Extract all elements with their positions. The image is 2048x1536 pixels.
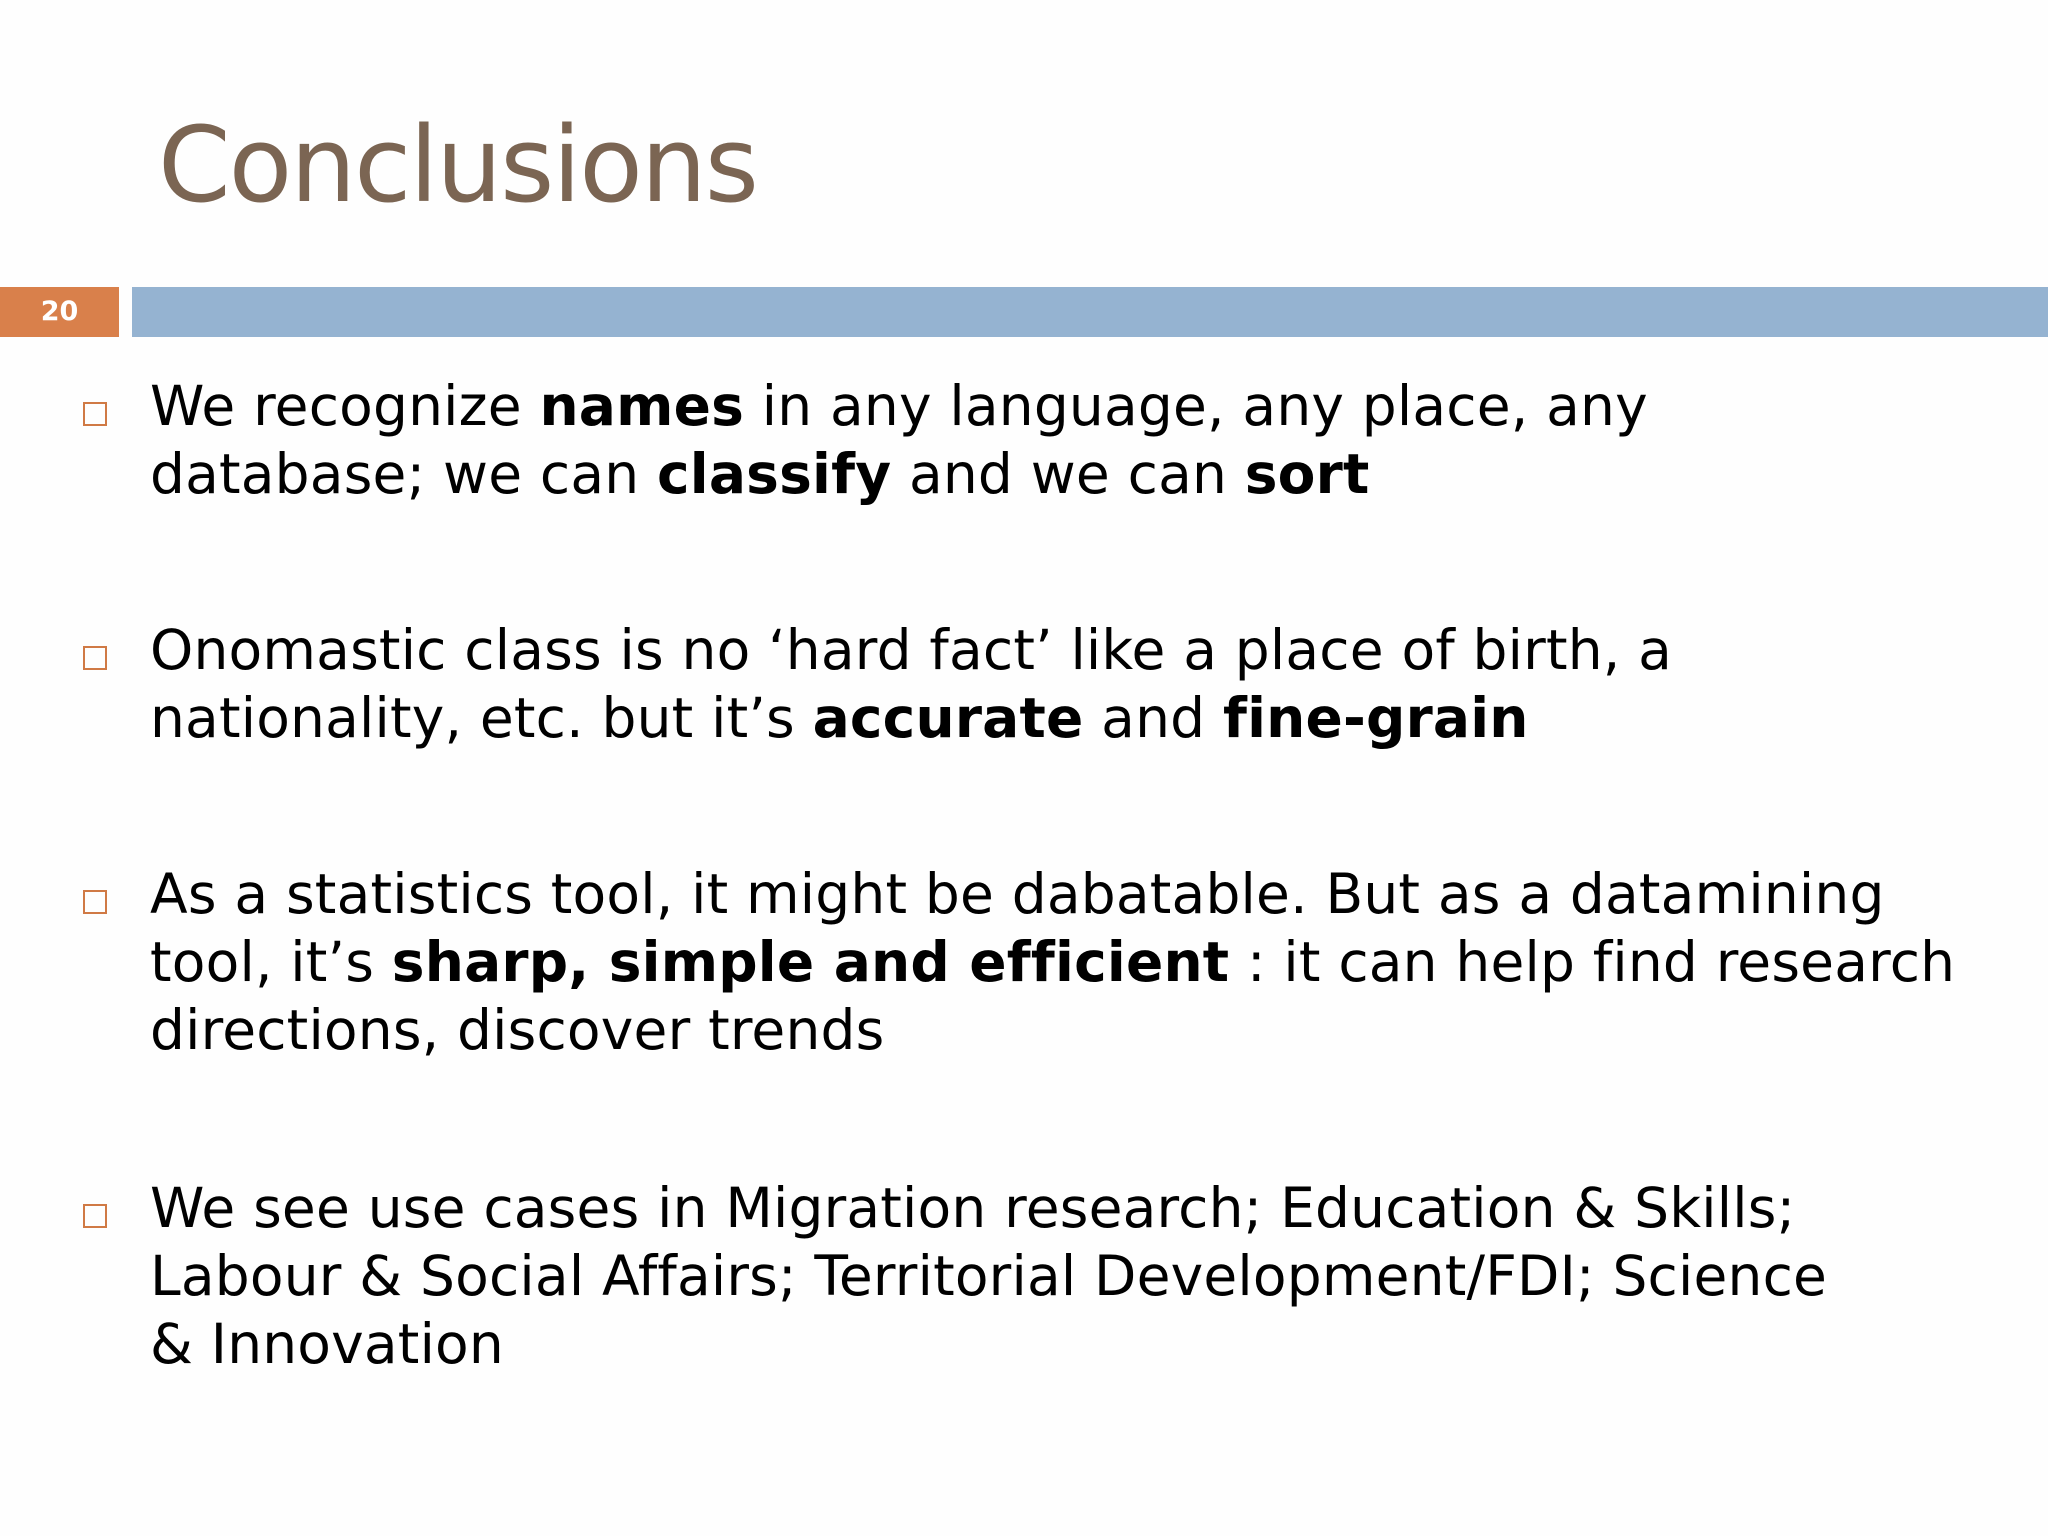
text-run: and [1083, 686, 1223, 750]
slide-number: 20 [40, 296, 79, 327]
title-divider-band [132, 287, 2048, 337]
bullet-line [150, 996, 1950, 1064]
bullet-line [150, 860, 1950, 928]
square-bullet-icon [83, 1204, 107, 1228]
bold-text-run: accurate [812, 686, 1084, 750]
text-run: directions, discover trends [150, 998, 885, 1062]
slide-title: Conclusions [158, 104, 757, 226]
bullet-text [150, 372, 1950, 508]
text-run: database; we can [150, 442, 657, 506]
bullet-line [150, 928, 1956, 996]
square-bullet-icon [83, 646, 107, 670]
bullet-text [150, 860, 1956, 1064]
bullet-text [150, 616, 1950, 752]
square-bullet-icon [83, 402, 107, 426]
text-run: We recognize [150, 374, 540, 438]
text-run: Onomastic class is no ‘hard fact’ like a place of birth, a [150, 618, 1673, 682]
slide-number-badge [0, 287, 119, 337]
bullet-line [150, 1310, 1950, 1378]
bullet-line [150, 372, 1950, 440]
text-run: : it can help find research [1229, 930, 1956, 994]
bullet-line [150, 440, 1950, 508]
text-run: in any language, any place, any [744, 374, 1648, 438]
bullet-line [150, 1242, 1950, 1310]
bold-text-run: classify [657, 442, 892, 506]
bullet-line [150, 616, 1950, 684]
bullet-text [150, 1174, 1950, 1378]
bold-text-run: sharp, simple and efficient [391, 930, 1230, 994]
bold-text-run: names [539, 374, 745, 438]
text-run: and we can [891, 442, 1245, 506]
bullet-line [150, 684, 1950, 752]
text-run: Labour & Social Affairs; Territorial Development/FDI; Science [150, 1244, 1828, 1308]
bullet-line [150, 1174, 1950, 1242]
text-run: nationality, etc. but it’s [150, 686, 813, 750]
bold-text-run: fine-grain [1222, 686, 1529, 750]
square-bullet-icon [83, 890, 107, 914]
text-run: tool, it’s [150, 930, 392, 994]
text-run: As a statistics tool, it might be dabatable. But as a datamining [150, 862, 1885, 926]
text-run: & Innovation [150, 1312, 504, 1376]
bold-text-run: sort [1244, 442, 1370, 506]
text-run: We see use cases in Migration research; Education & Skills; [150, 1176, 1796, 1240]
